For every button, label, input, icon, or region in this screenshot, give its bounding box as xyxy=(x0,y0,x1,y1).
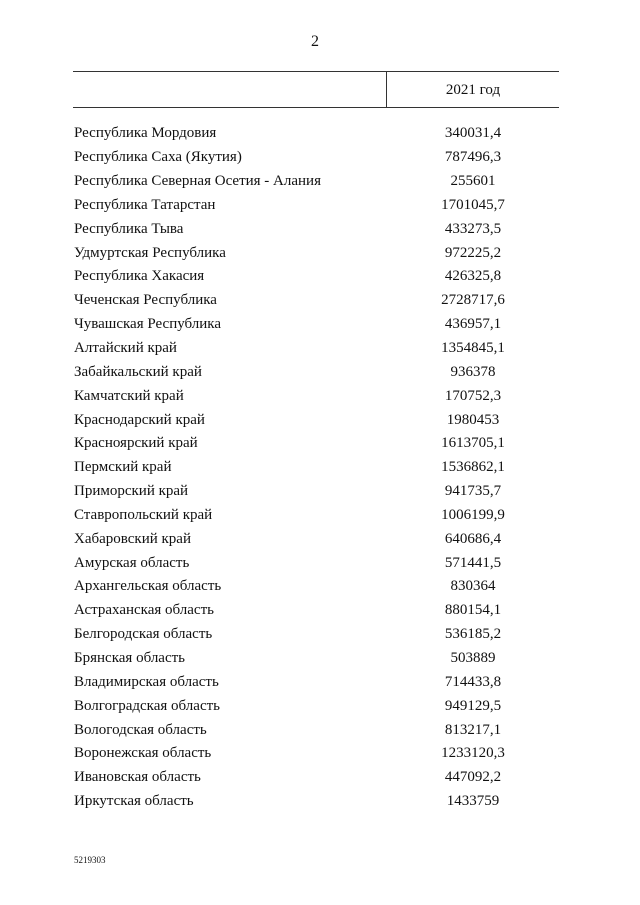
region-value: 426325,8 xyxy=(444,268,502,285)
region-name: Забайкальский край xyxy=(74,363,202,380)
region-name: Брянская область xyxy=(74,649,186,666)
region-name: Республика Мордовия xyxy=(74,125,217,142)
table-row xyxy=(74,575,560,599)
table-row xyxy=(74,313,560,337)
region-name: Камчатский край xyxy=(74,387,184,404)
region-value: 433273,5 xyxy=(444,220,502,237)
region-name: Астраханская область xyxy=(74,602,214,619)
region-name: Приморский край xyxy=(74,483,189,500)
table-row xyxy=(74,360,560,384)
region-value: 972225,2 xyxy=(444,244,502,261)
table-row xyxy=(74,289,560,313)
region-name: Ивановская область xyxy=(74,769,201,786)
table-row xyxy=(74,170,560,194)
table-row xyxy=(74,480,560,504)
region-value: 1354845,1 xyxy=(441,340,505,357)
region-name: Вологодская область xyxy=(74,721,207,738)
page-number: 2 xyxy=(311,33,319,50)
table-row xyxy=(74,265,560,289)
table-row xyxy=(74,241,560,265)
document-code: 5219303 xyxy=(74,855,106,865)
region-value: 1233120,3 xyxy=(441,745,505,762)
region-value: 787496,3 xyxy=(444,149,502,166)
table-top-rule xyxy=(73,71,559,72)
region-value: 1701045,7 xyxy=(441,196,505,213)
region-value: 640686,4 xyxy=(444,530,502,547)
region-name: Удмуртская Республика xyxy=(74,244,226,261)
region-name: Иркутская область xyxy=(74,793,194,810)
region-value: 436957,1 xyxy=(444,316,502,333)
region-value: 1433759 xyxy=(446,793,500,810)
region-value: 255601 xyxy=(450,173,496,190)
region-value: 830364 xyxy=(450,578,496,595)
table-row xyxy=(74,504,560,528)
table-row xyxy=(74,527,560,551)
region-name: Волгоградская область xyxy=(74,697,220,714)
region-value: 571441,5 xyxy=(444,554,502,571)
region-name: Республика Хакасия xyxy=(74,268,205,285)
region-name: Владимирская область xyxy=(74,673,219,690)
table-row xyxy=(74,694,560,718)
region-value: 880154,1 xyxy=(444,602,502,619)
region-value: 536185,2 xyxy=(444,626,502,643)
region-name: Республика Тыва xyxy=(74,220,184,237)
region-name: Красноярский край xyxy=(74,435,198,452)
region-value: 1006199,9 xyxy=(441,506,505,523)
region-value: 936378 xyxy=(450,363,496,380)
table-row xyxy=(74,718,560,742)
region-name: Пермский край xyxy=(74,459,172,476)
region-value: 340031,4 xyxy=(444,125,502,142)
table-row xyxy=(74,217,560,241)
region-name: Амурская область xyxy=(74,554,190,571)
table-row xyxy=(74,337,560,361)
region-value: 941735,7 xyxy=(444,483,502,500)
region-value: 1980453 xyxy=(446,411,500,428)
region-name: Ставропольский край xyxy=(74,506,213,523)
region-value: 714433,8 xyxy=(444,673,502,690)
table-row xyxy=(74,742,560,766)
region-name: Алтайский край xyxy=(74,340,177,357)
table-row xyxy=(74,122,560,146)
region-name: Республика Северная Осетия - Алания xyxy=(74,173,321,190)
table-row xyxy=(74,790,560,814)
region-name: Чеченская Республика xyxy=(74,292,217,309)
region-name: Республика Саха (Якутия) xyxy=(74,149,242,166)
table-row xyxy=(74,408,560,432)
region-value: 1536862,1 xyxy=(441,459,505,476)
region-value: 503889 xyxy=(450,649,496,666)
region-name: Белгородская область xyxy=(74,626,213,643)
region-name: Краснодарский край xyxy=(74,411,205,428)
region-value: 813217,1 xyxy=(444,721,502,738)
region-name: Чувашская Республика xyxy=(74,316,222,333)
table-row xyxy=(74,766,560,790)
table-row xyxy=(74,670,560,694)
table-row xyxy=(74,551,560,575)
table-header-bottom-rule xyxy=(73,107,559,108)
table-row xyxy=(74,647,560,671)
table-row xyxy=(74,623,560,647)
region-name: Хабаровский край xyxy=(74,530,191,547)
region-value: 170752,3 xyxy=(444,387,502,404)
table-row xyxy=(74,599,560,623)
table-body xyxy=(74,122,560,813)
region-value: 2728717,6 xyxy=(441,292,505,309)
region-name: Республика Татарстан xyxy=(74,196,216,213)
region-name: Архангельская область xyxy=(74,578,222,595)
table-row xyxy=(74,146,560,170)
region-name: Воронежская область xyxy=(74,745,212,762)
table-row xyxy=(74,456,560,480)
table-row xyxy=(74,432,560,456)
table-row xyxy=(74,194,560,218)
column-header-year: 2021 год xyxy=(445,82,501,98)
region-value: 949129,5 xyxy=(444,697,502,714)
region-value: 1613705,1 xyxy=(441,435,505,452)
table-row xyxy=(74,384,560,408)
region-value: 447092,2 xyxy=(444,769,502,786)
